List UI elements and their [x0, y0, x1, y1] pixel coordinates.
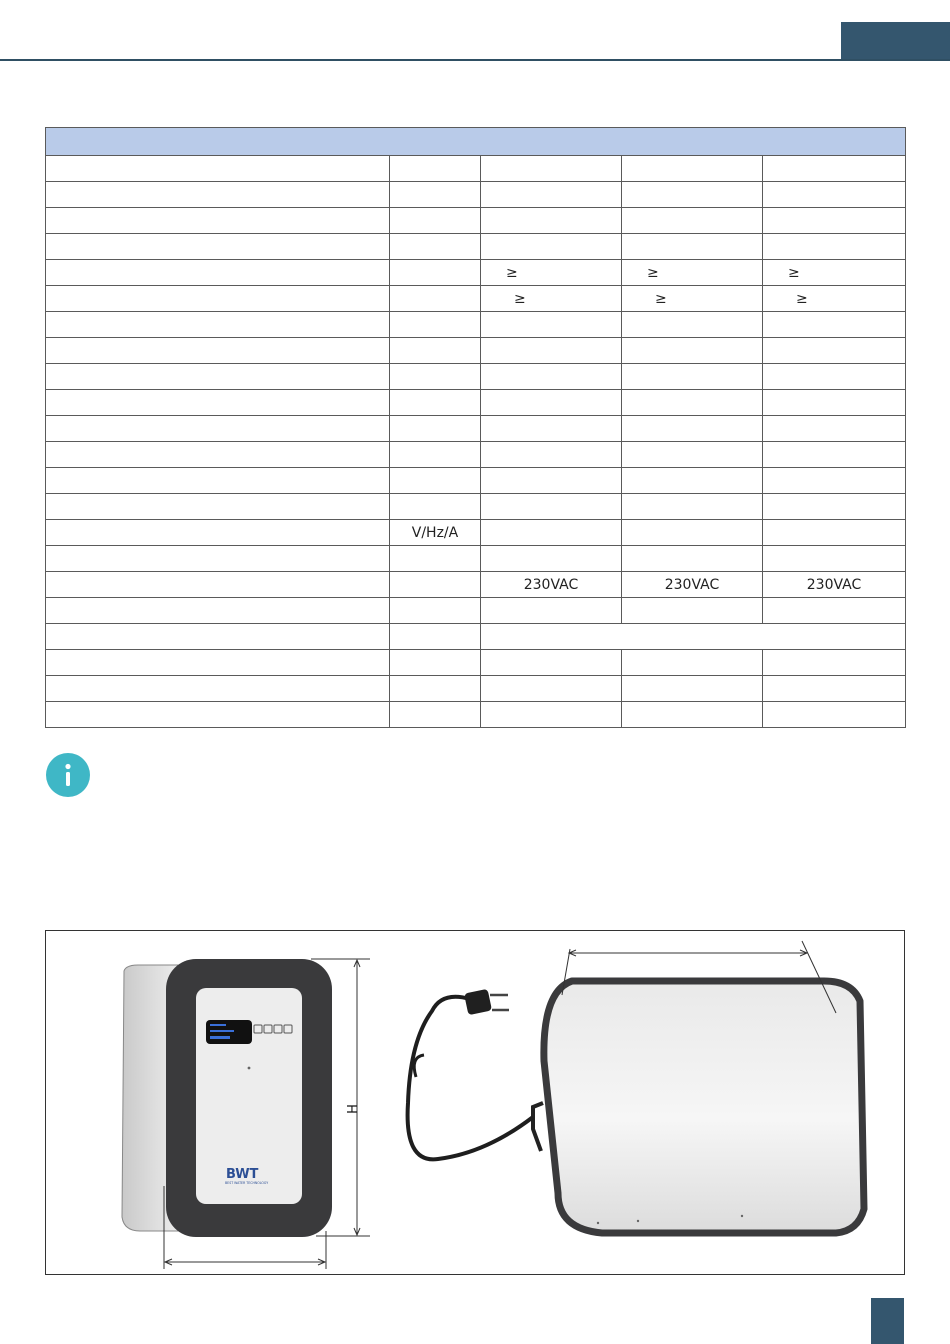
header-rule [0, 59, 950, 61]
spec-table-cell [763, 494, 906, 520]
spec-table-cell [46, 520, 390, 546]
spec-table-cell [390, 650, 481, 676]
spec-table-cell [46, 494, 390, 520]
spec-table-cell [481, 338, 622, 364]
spec-table-cell [46, 182, 390, 208]
spec-table-cell [390, 286, 481, 312]
spec-table-row [46, 390, 906, 416]
spec-table-cell [622, 676, 763, 702]
spec-table-cell [390, 598, 481, 624]
spec-table-cell: 230VAC [622, 572, 763, 598]
spec-table-row [46, 468, 906, 494]
spec-table-row [46, 208, 906, 234]
spec-table-cell [481, 156, 622, 182]
spec-table-cell [622, 234, 763, 260]
spec-table-cell [46, 442, 390, 468]
spec-table-cell [390, 260, 481, 286]
spec-table-cell [481, 598, 622, 624]
spec-table-cell [763, 650, 906, 676]
spec-table-cell [763, 598, 906, 624]
spec-table-row [46, 494, 906, 520]
spec-table-cell [46, 260, 390, 286]
spec-table-row [46, 182, 906, 208]
spec-table-cell [622, 364, 763, 390]
spec-table-cell [763, 416, 906, 442]
spec-table-cell [46, 312, 390, 338]
spec-table-cell [390, 156, 481, 182]
spec-table-cell [46, 598, 390, 624]
device-front-view [122, 959, 332, 1237]
spec-table-cell [622, 390, 763, 416]
spec-table-row [46, 416, 906, 442]
spec-table-cell [763, 520, 906, 546]
spec-table-cell [622, 468, 763, 494]
spec-table-title-cell [46, 128, 906, 156]
page-number-tab [871, 1298, 904, 1344]
spec-table-cell [481, 702, 622, 728]
spec-table-cell [481, 208, 622, 234]
spec-table-row [46, 286, 906, 312]
spec-table-cell [46, 390, 390, 416]
height-label: H [346, 1104, 361, 1114]
spec-table-cell [763, 312, 906, 338]
spec-table-cell [46, 702, 390, 728]
spec-table-header [46, 128, 906, 156]
spec-table-cell [481, 650, 622, 676]
spec-table-cell [46, 650, 390, 676]
spec-table-cell [763, 208, 906, 234]
spec-table-cell: ≥ [481, 286, 622, 312]
spec-table-cell [622, 338, 763, 364]
spec-table-cell [390, 390, 481, 416]
spec-table-cell [763, 364, 906, 390]
spec-table-cell [390, 208, 481, 234]
spec-table-cell [481, 234, 622, 260]
spec-table-cell [46, 286, 390, 312]
spec-table-cell [481, 442, 622, 468]
spec-table-cell [763, 390, 906, 416]
spec-table-cell: ≥ [622, 286, 763, 312]
spec-table-cell [390, 364, 481, 390]
spec-table-cell [390, 312, 481, 338]
spec-table-cell [622, 650, 763, 676]
spec-table-cell [46, 676, 390, 702]
spec-table-row [46, 572, 906, 598]
spec-table-cell: ≥ [481, 260, 622, 286]
spec-table-cell [763, 702, 906, 728]
spec-table-row [46, 260, 906, 286]
spec-table-row [46, 676, 906, 702]
spec-table-cell [622, 442, 763, 468]
spec-table-cell [481, 416, 622, 442]
spec-table-cell [46, 416, 390, 442]
spec-table-cell [763, 468, 906, 494]
spec-table-row [46, 702, 906, 728]
spec-table-cell: 230VAC [481, 572, 622, 598]
spec-table-cell [481, 676, 622, 702]
spec-table-cell [481, 546, 622, 572]
spec-table-cell [390, 416, 481, 442]
spec-table-cell: V/Hz/A [390, 520, 481, 546]
spec-table-cell [46, 364, 390, 390]
spec-table-cell [622, 546, 763, 572]
spec-table-cell [46, 624, 390, 650]
spec-table-cell [46, 156, 390, 182]
brand-logo: BWT [226, 1167, 259, 1182]
spec-table-cell [481, 468, 622, 494]
spec-table-row [46, 650, 906, 676]
spec-table-row [46, 520, 906, 546]
spec-table-cell [390, 338, 481, 364]
spec-table [45, 127, 906, 728]
spec-table-cell [390, 182, 481, 208]
spec-table-row [46, 624, 906, 650]
spec-table-cell [390, 442, 481, 468]
spec-table-cell [390, 702, 481, 728]
spec-table-cell [481, 312, 622, 338]
spec-table-cell [763, 338, 906, 364]
spec-table-cell [390, 676, 481, 702]
spec-table-cell [763, 234, 906, 260]
spec-table-row [46, 364, 906, 390]
spec-table-cell [46, 572, 390, 598]
header-tab [841, 22, 950, 61]
spec-table-cell [390, 624, 481, 650]
spec-table-cell [763, 676, 906, 702]
spec-table-row [46, 338, 906, 364]
spec-table-cell [390, 234, 481, 260]
spec-table-cell [481, 182, 622, 208]
spec-table-cell [622, 182, 763, 208]
spec-table-cell [622, 416, 763, 442]
spec-table-cell [46, 338, 390, 364]
spec-table-cell [390, 468, 481, 494]
spec-table-cell [622, 702, 763, 728]
spec-table-cell [46, 234, 390, 260]
spec-table-row [46, 156, 906, 182]
spec-table-cell: 230VAC [763, 572, 906, 598]
spec-table-cell [763, 182, 906, 208]
spec-table-cell [763, 442, 906, 468]
spec-table-cell [622, 156, 763, 182]
spec-table-row [46, 442, 906, 468]
spec-table-row [46, 598, 906, 624]
info-icon [46, 753, 90, 797]
spec-table-row [46, 546, 906, 572]
spec-table-cell [46, 468, 390, 494]
device-figure [45, 930, 905, 1275]
spec-table-cell [390, 546, 481, 572]
spec-table-cell [46, 546, 390, 572]
spec-table-row [46, 234, 906, 260]
spec-table-cell [763, 156, 906, 182]
spec-table-cell: ≥ [763, 260, 906, 286]
spec-table-cell: ≥ [622, 260, 763, 286]
spec-table-cell [622, 312, 763, 338]
spec-table-cell [481, 624, 906, 650]
spec-table-cell [481, 390, 622, 416]
spec-table-cell [622, 208, 763, 234]
spec-table-cell [622, 598, 763, 624]
spec-table-cell [481, 364, 622, 390]
spec-table-cell [622, 520, 763, 546]
spec-table-cell [390, 572, 481, 598]
spec-table-cell [622, 494, 763, 520]
spec-table-cell [481, 494, 622, 520]
spec-table-cell [763, 546, 906, 572]
spec-table-cell: ≥ [763, 286, 906, 312]
spec-table-cell [46, 208, 390, 234]
spec-table-cell [390, 494, 481, 520]
spec-table-cell [481, 520, 622, 546]
brand-tagline: BEST WATER TECHNOLOGY [225, 1181, 269, 1185]
spec-table-row [46, 312, 906, 338]
device-side-view [408, 981, 864, 1233]
